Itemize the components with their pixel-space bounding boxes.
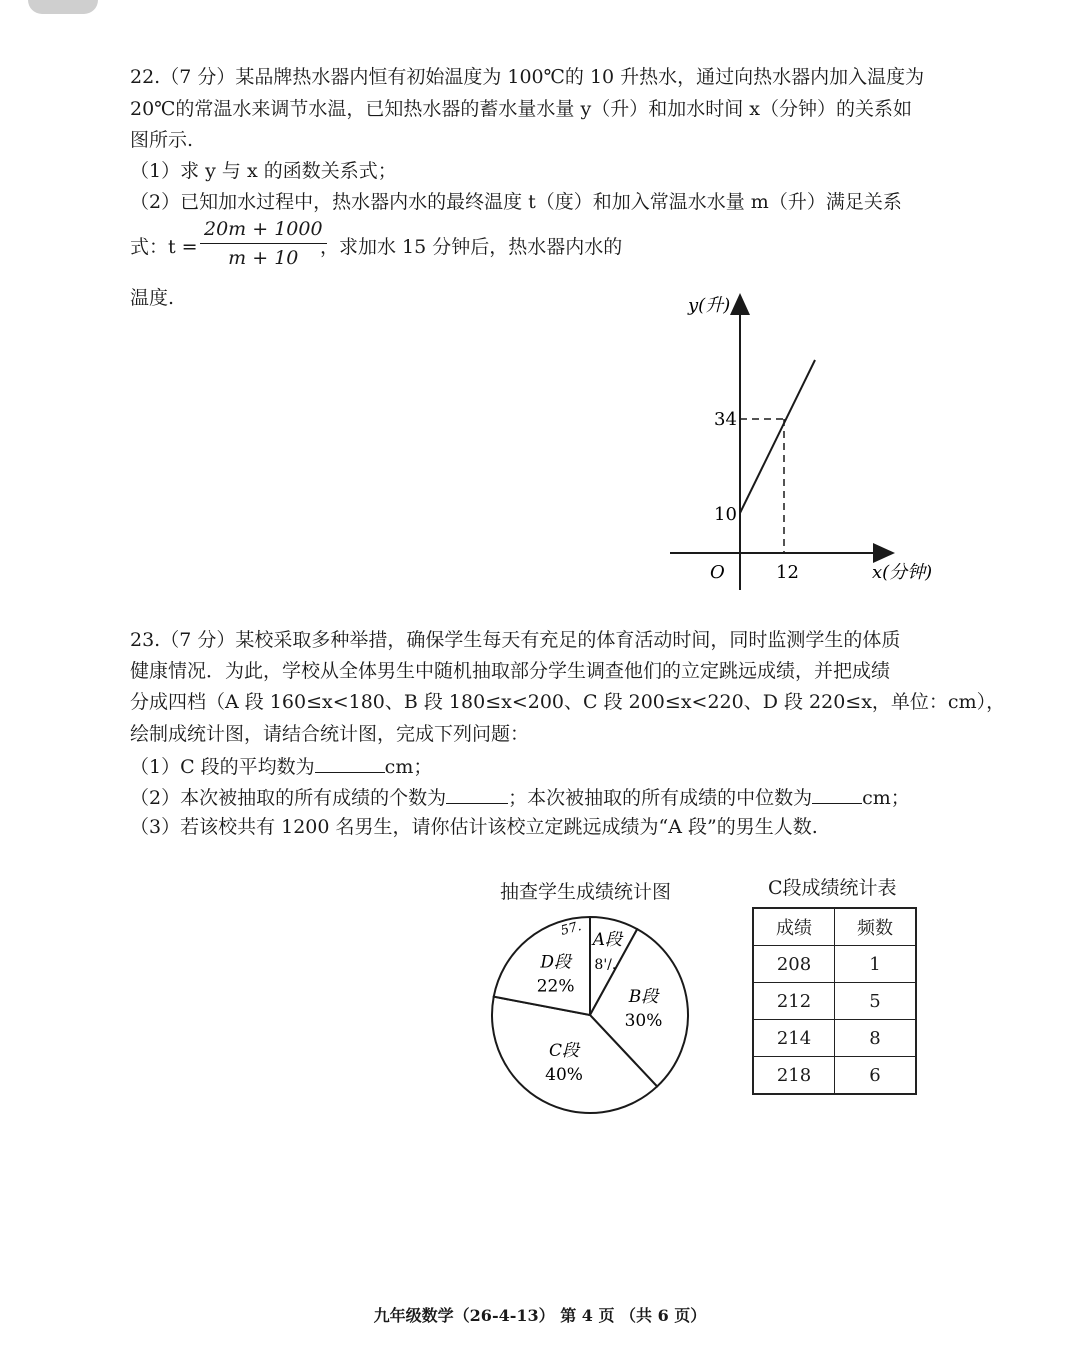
x-axis-label: x(分钟) (872, 562, 933, 583)
q22-line-end: 温度. (130, 287, 175, 309)
pie-label-d: D段 (540, 952, 571, 973)
origin-label: O (710, 562, 725, 583)
q23-part2-text-a: （2）本次被抽取的所有成绩的个数为 (130, 787, 447, 809)
score-cell: 212 (753, 983, 835, 1020)
q23-line1: 23.（7 分）某校采取多种举措，确保学生每天有充足的体育活动时间，同时监测学生的体质 (130, 629, 901, 651)
frequency-cell: 8 (835, 1020, 917, 1057)
pie-chart (480, 910, 700, 1120)
q23-part3: （3）若该校共有 1200 名男生，请你估计该校立定跳远成绩为“A 段”的男生人数. (130, 816, 818, 838)
y-tick-34: 34 (714, 409, 737, 430)
q23-part1-unit: cm； (384, 756, 433, 778)
header-frequency: 频数 (835, 908, 917, 946)
q22-formula-prefix: 式：t = (130, 236, 198, 258)
header-score: 成绩 (753, 908, 835, 946)
pie-value-c: 40% (545, 1065, 583, 1086)
frequency-cell: 6 (835, 1057, 917, 1095)
table-row (753, 983, 916, 1020)
y-tick-10: 10 (714, 504, 737, 525)
q22-part2: （2）已知加水过程中，热水器内水的最终温度 t（度）和加入常温水水量 m（升）满足关系 (130, 191, 902, 213)
c-score-table (752, 907, 917, 1095)
q23-line2: 健康情况．为此，学校从全体男生中随机抽取部分学生调查他们的立定跳远成绩，并把成绩 (130, 660, 891, 682)
score-cell: 214 (753, 1020, 835, 1057)
function-line (740, 360, 815, 513)
q23-part2 (130, 783, 910, 811)
q22-formula-fraction (200, 218, 327, 269)
table-row (753, 1057, 916, 1095)
frequency-cell: 1 (835, 946, 917, 983)
q23-part2-text-b: ；本次被抽取的所有成绩的中位数为 (508, 787, 813, 809)
formula-denominator: m + 10 (228, 247, 299, 269)
q22-part1: （1）求 y 与 x 的函数关系式； (130, 160, 397, 182)
score-cell: 208 (753, 946, 835, 983)
corner-tab (28, 0, 98, 14)
page-footer: 九年级数学（26-4-13） 第 4 页 （共 6 页） (373, 1306, 707, 1325)
y-axis-label: y(升) (688, 295, 731, 316)
pie-label-a: A段 (592, 929, 623, 950)
pie-label-b: B段 (628, 987, 659, 1008)
q23-part1-text: （1）C 段的平均数为 (130, 756, 315, 778)
q22-line1: 22.（7 分）某品牌热水器内恒有初始温度为 100℃的 10 升热水，通过向热水器内加入温度为 (130, 66, 925, 88)
table-row (753, 946, 916, 983)
answer-blank-c-mean[interactable] (315, 752, 385, 773)
c-table-title: C段成绩统计表 (768, 877, 897, 899)
answer-blank-median[interactable] (812, 783, 862, 804)
formula-numerator: 20m + 1000 (200, 218, 327, 244)
table-header-row (753, 908, 916, 946)
q22-line2: 20℃的常温水来调节水温，已知热水器的蓄水量水量 y（升）和加水时间 x（分钟）的关系如 (130, 98, 912, 120)
pie-chart-title: 抽查学生成绩统计图 (500, 881, 672, 903)
score-cell: 218 (753, 1057, 835, 1095)
pie-handwritten-note: 57. (559, 919, 584, 939)
pie-value-d: 22% (536, 976, 575, 997)
pie-handwritten-a-value: 8'/. (594, 956, 617, 973)
q23-line4: 绘制成统计图，请结合统计图，完成下列问题： (130, 723, 530, 745)
q23-part1 (130, 752, 432, 780)
q22-line3: 图所示. (130, 129, 194, 151)
answer-blank-count[interactable] (446, 783, 508, 804)
q22-formula-suffix: ，求加水 15 分钟后，热水器内水的 (320, 236, 623, 258)
q23-part2-unit: cm； (862, 787, 910, 809)
table-row (753, 1020, 916, 1057)
pie-label-c: C段 (549, 1041, 580, 1062)
frequency-cell: 5 (835, 983, 917, 1020)
q23-line3: 分成四档（A 段 160≤x<180、B 段 180≤x<200、C 段 200≤x<220、D 段 220≤x，单位：cm）， (130, 691, 1006, 713)
pie-value-b: 30% (624, 1011, 663, 1032)
q22-graph (660, 285, 960, 595)
x-tick-12: 12 (776, 562, 799, 583)
